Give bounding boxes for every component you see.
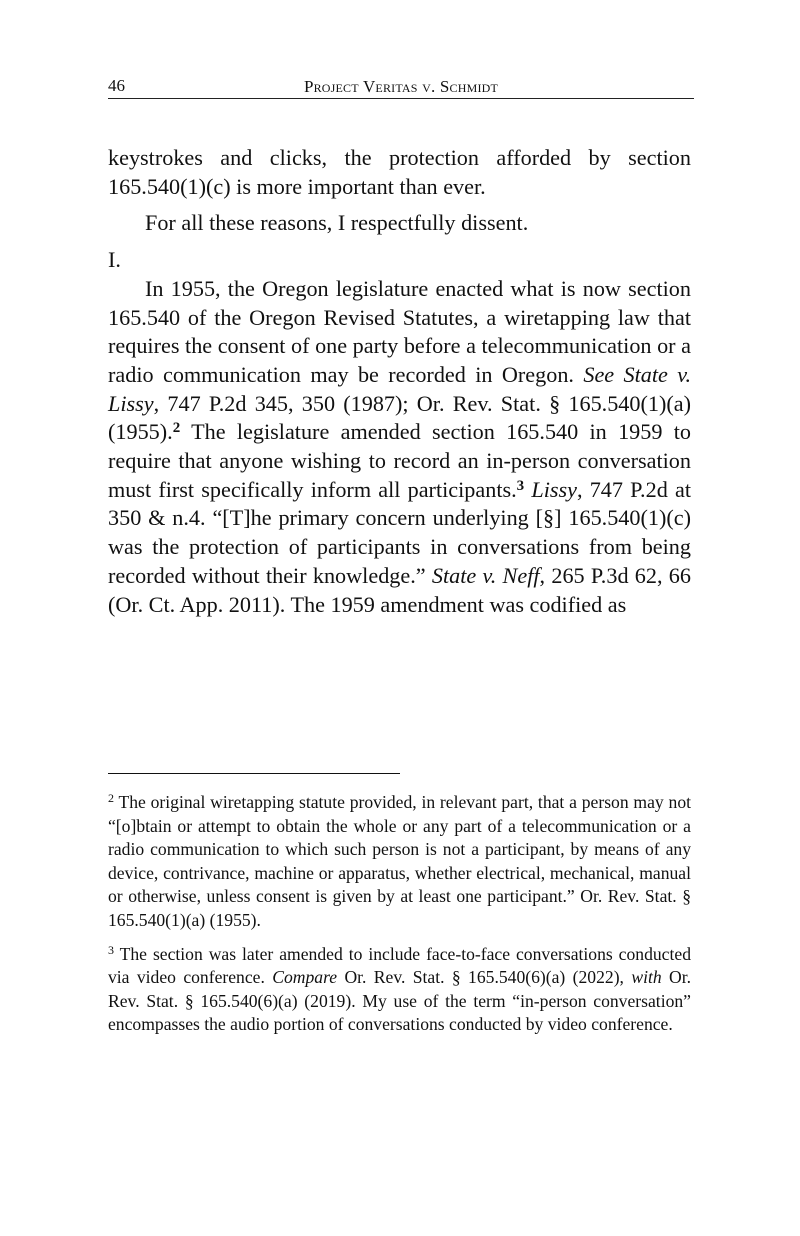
text-run: , 747 P.2d at 350 & n.4. “[T]he primary concern underlying [§] 165.540(1)(c) was the protection of participants in conversations from being recorded without their knowledge.” — [108, 476, 691, 588]
footnotes — [108, 791, 691, 1037]
citation-neff: State v. Neff — [431, 562, 540, 588]
paragraph-continuation: keystrokes and clicks, the protection afforded by section 165.540(1)(c) is more important than ever. — [108, 145, 691, 199]
section-heading: I. — [108, 247, 121, 273]
text-run: In 1955, the Oregon legislature enacted what is now section 165.540 of the Oregon Revised Statutes, a wiretapping law that requires the consent of one party before a telecommunication or a radio communication may be recorded in Oregon. — [108, 275, 691, 387]
footnote-text: Or. Rev. Stat. § 165.540(6)(a) (2019). My use of the term “in-person conversation” encompasses the audio portion of conversations conducted by video conference. — [108, 967, 691, 1035]
text-run: , 747 P.2d 345, 350 (1987); Or. Rev. Stat. § 165.540(1)(a) (1955). — [108, 390, 691, 445]
page-header — [108, 76, 694, 99]
footnote-text: Or. Rev. Stat. § 165.540(6)(a) (2022), — [337, 967, 632, 988]
running-title: Project Veritas v. Schmidt — [303, 77, 499, 96]
citation-lissy: See State v. Lissy — [108, 361, 691, 416]
footnote-text: The original wiretapping statute provided, in relevant part, that a person may not “[o]btain or attempt to obtain the whole or any part of a telecommunication or a radio communication to which such person is not a participant, by means of any device, contrivance, machine or apparatus, whether electrical, mechanical, manual or otherwise, unless consent is given by at least one participant.” Or. Rev. Stat. § 165.540(1)(a) (1955). — [108, 792, 691, 930]
text-run: , 265 P.3d 62, 66 (Or. Ct. App. 2011). The 1959 amendment was codified as — [108, 562, 691, 617]
footnote-mark-2: 2 — [108, 791, 114, 805]
footnote-divider — [108, 773, 400, 774]
citation-lissy-short: Lissy — [531, 476, 577, 502]
signal-compare: Compare — [272, 967, 338, 988]
text-run: The legislature amended section 165.540 in 1959 to require that anyone wishing to record an in-person conversation must first specifically inform all participants. — [108, 419, 691, 502]
page-number: 46 — [108, 76, 125, 95]
paragraph-dissent: For all these reasons, I respectfully dissent. — [145, 210, 529, 236]
footnote-ref-2[interactable]: 2 — [172, 420, 181, 437]
signal-with: with — [631, 967, 662, 988]
footnote-text: The section was later amended to include face-to-face conversations conducted via video conference. — [108, 943, 691, 988]
footnote-ref-3[interactable]: 3 — [516, 477, 525, 494]
footnote-mark-3: 3 — [108, 942, 114, 957]
footnote-3 — [108, 943, 691, 1037]
footnote-2 — [108, 791, 691, 933]
paragraph-history — [108, 275, 691, 619]
main-text — [108, 144, 691, 619]
